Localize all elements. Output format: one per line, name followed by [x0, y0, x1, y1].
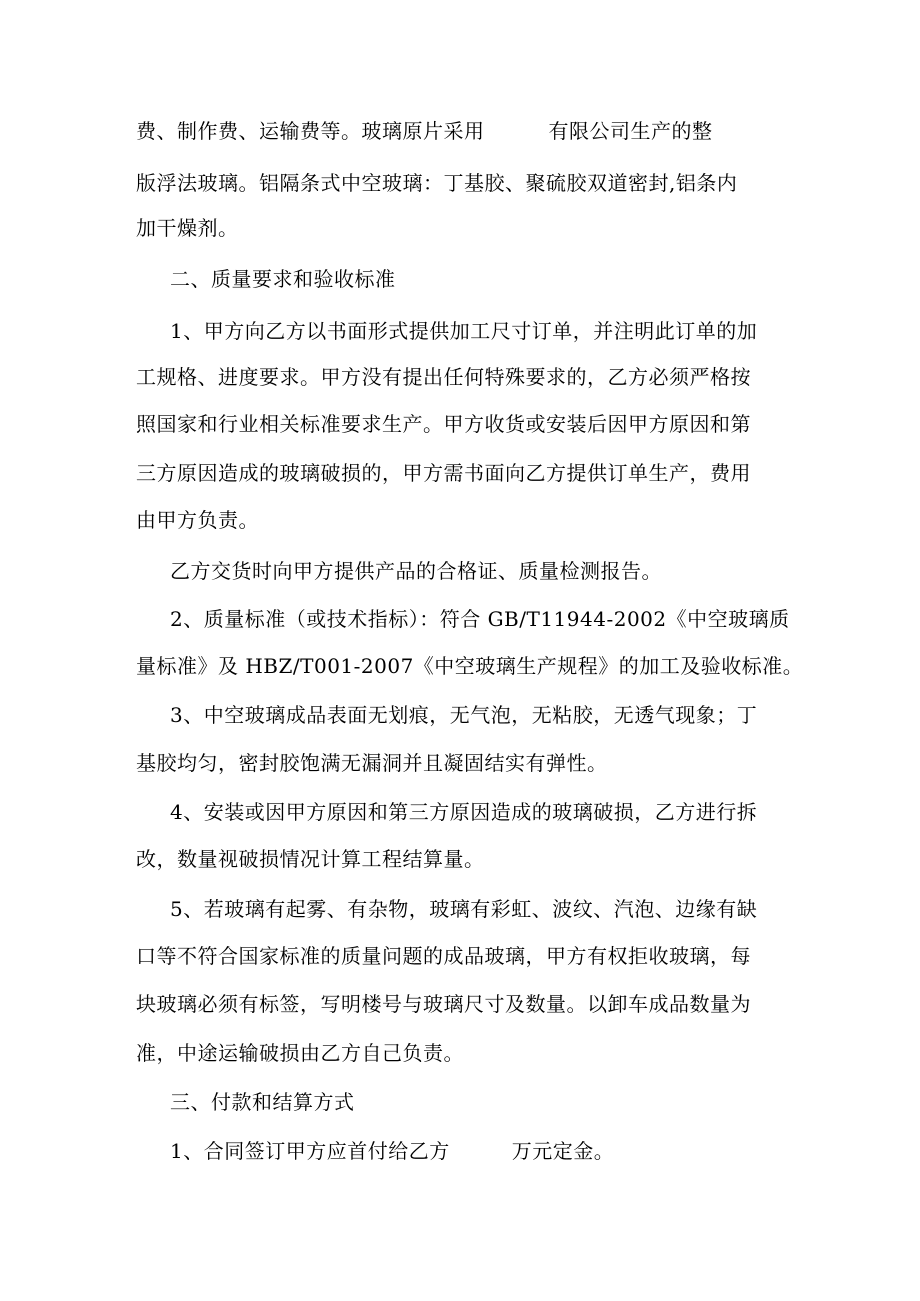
- line-text: 口等不符合国家标准的质量问题的成品玻璃，甲方有权拒收玻璃，每: [136, 944, 751, 968]
- paragraph-line: [136, 364, 796, 390]
- line-text: 版浮法玻璃。铝隔条式中空玻璃：丁基胶、聚硫胶双道密封,铝条内: [136, 171, 738, 195]
- line-text: 2、质量标准（或技术指标）：符合 GB/T11944-2002《中空玻璃质: [170, 607, 790, 631]
- paragraph-line: [136, 846, 796, 872]
- line-text: 量标准》及 HBZ/T001-2007《中空玻璃生产规程》的加工及验收标准。: [136, 654, 804, 678]
- line-text-after-blank: 有限公司生产的整: [548, 119, 713, 143]
- paragraph-line: [136, 215, 796, 241]
- line-text: 工规格、进度要求。甲方没有提出任何特殊要求的，乙方必须严格按: [136, 365, 751, 389]
- paragraph-line: [136, 411, 796, 437]
- line-text-after-blank: 万元定金。: [511, 1139, 615, 1163]
- paragraph-line: [136, 1040, 796, 1066]
- paragraph-line: [170, 558, 830, 584]
- line-text: 5、若玻璃有起雾、有杂物，玻璃有彩虹、波纹、汽泡、边缘有缺: [170, 897, 758, 921]
- line-text: 基胶均匀，密封胶饱满无漏洞并且凝固结实有弹性。: [136, 751, 608, 775]
- line-text: 3、中空玻璃成品表面无划痕，无气泡，无粘胶，无透气现象；丁: [170, 703, 758, 727]
- section-heading-text: 三、付款和结算方式: [170, 1090, 355, 1114]
- paragraph-line: [170, 702, 830, 728]
- line-text: 1、甲方向乙方以书面形式提供加工尺寸订单，并注明此订单的加: [170, 319, 758, 343]
- paragraph-line: [136, 943, 796, 969]
- paragraph-line: [136, 118, 796, 144]
- line-text: 加干燥剂。: [136, 216, 239, 240]
- paragraph-line: [136, 170, 796, 196]
- paragraph-line: [136, 991, 796, 1017]
- paragraph-line: [170, 606, 830, 632]
- paragraph-line: [170, 1138, 830, 1164]
- line-text: 改，数量视破损情况计算工程结算量。: [136, 847, 485, 871]
- paragraph-line: [136, 507, 796, 533]
- paragraph-line: [136, 653, 804, 679]
- line-text: 乙方交货时向甲方提供产品的合格证、质量检测报告。: [170, 559, 662, 583]
- paragraph-line: [170, 799, 830, 825]
- section-heading: [170, 266, 830, 292]
- line-text: 由甲方负责。: [136, 508, 259, 532]
- paragraph-line: [136, 750, 796, 776]
- section-heading-text: 二、质量要求和验收标准: [170, 267, 396, 291]
- line-text: 照国家和行业相关标准要求生产。甲方收货或安装后因甲方原因和第: [136, 412, 751, 436]
- line-text: 三方原因造成的玻璃破损的，甲方需书面向乙方提供订单生产，费用: [136, 461, 751, 485]
- paragraph-line: [136, 460, 796, 486]
- line-text: 4、安装或因甲方原因和第三方原因造成的玻璃破损，乙方进行拆: [170, 800, 758, 824]
- section-heading: [170, 1089, 830, 1115]
- line-text: 费、制作费、运输费等。玻璃原片采用: [136, 119, 485, 143]
- line-text: 准，中途运输破损由乙方自己负责。: [136, 1041, 464, 1065]
- paragraph-line: [170, 896, 830, 922]
- line-text: 1、合同签订甲方应首付给乙方: [170, 1139, 450, 1163]
- paragraph-line: [170, 318, 830, 344]
- line-text: 块玻璃必须有标签，写明楼号与玻璃尺寸及数量。以卸车成品数量为: [136, 992, 751, 1016]
